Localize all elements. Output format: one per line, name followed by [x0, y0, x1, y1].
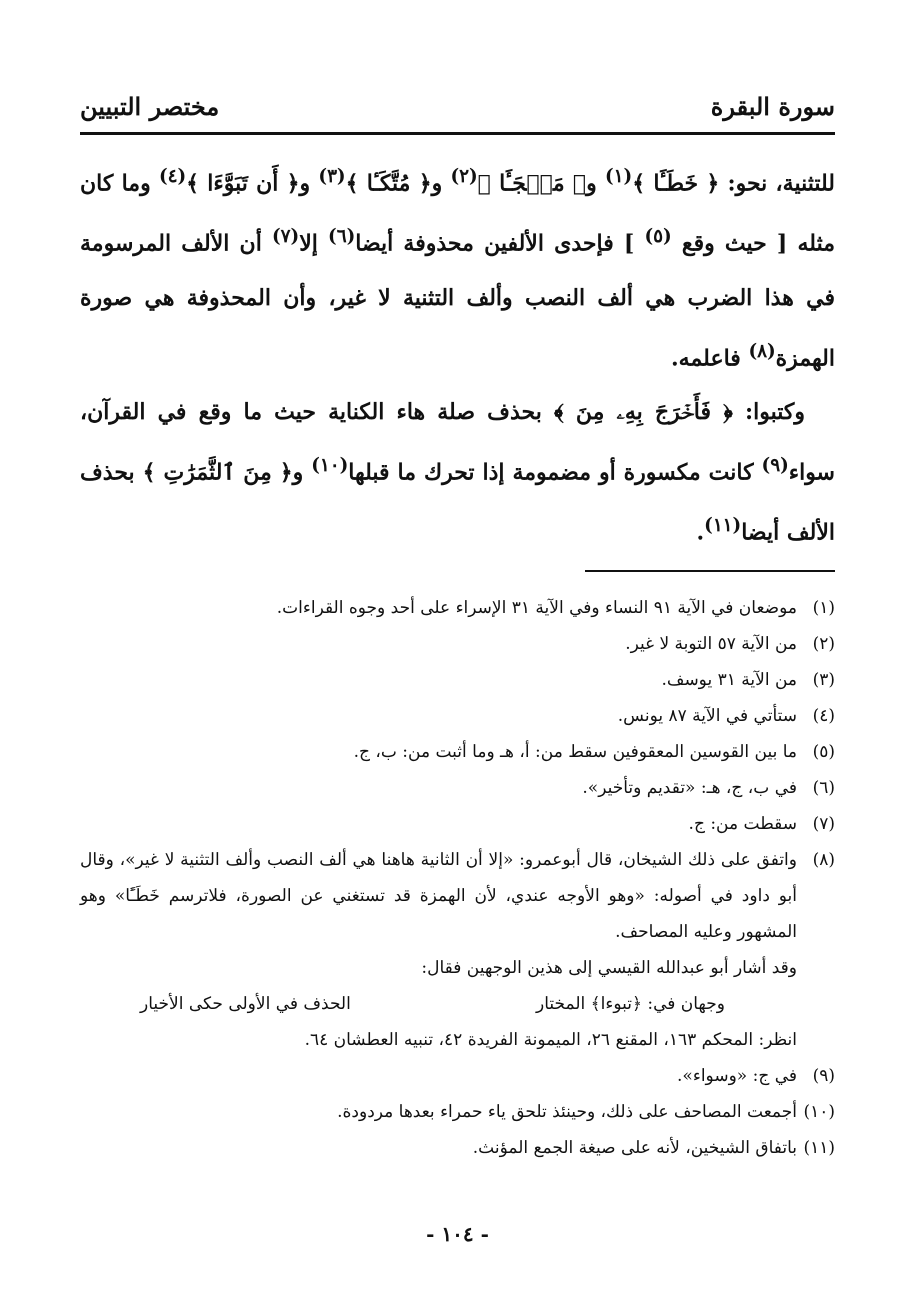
footnote-ref: (٥): [644, 226, 672, 248]
footnote-ref: (٦): [328, 226, 356, 248]
footnote-ref: (١١): [704, 515, 742, 537]
book-title: مختصر التبيين: [80, 91, 220, 121]
quran-word: ﴿ مَلۡجَـَٔا ﴾: [477, 170, 587, 197]
verse-first-hemistich: وجهان في: ﴿تبوءا﴾ المختار: [536, 994, 725, 1014]
footnote-item: [80, 1058, 835, 1094]
quran-word: ﴿ مِنَ ٱلثَّمَرَٰتِ ﴾: [142, 459, 293, 486]
footnote-text: أجمعت المصاحف على ذلك، وحينئذ تلحق ياء حمراء بعدها مردودة.: [337, 1102, 797, 1122]
footnote-text: من الآية ٥٧ التوبة لا غير.: [625, 634, 797, 654]
footnote-number: (١١): [803, 1138, 835, 1158]
footnote-number: (١٠): [803, 1102, 835, 1122]
text-run: و: [292, 459, 312, 486]
footnote-item: [80, 1130, 835, 1166]
footnote-text: باتفاق الشيخين، لأنه على صيغة الجمع المؤنث.: [472, 1138, 797, 1158]
text-run: بحذف صلة هاء الكناية حيث ما وقع في القرآن، سواء: [80, 398, 835, 486]
text-run: بحذف الألف أيضا: [80, 459, 835, 546]
footnote-text: سقطت من: ج.: [688, 814, 797, 834]
footnote-text: في ب، ج، هـ: «تقديم وتأخير».: [582, 778, 797, 798]
footnote-text: ستأتي في الآية ٨٧ يونس.: [617, 706, 797, 726]
footnote-ref: (١): [604, 166, 633, 187]
footnote-item: [80, 734, 835, 770]
footnote-text: من الآية ٣١ يوسف.: [661, 670, 797, 690]
footnote-number: (٢): [812, 634, 835, 654]
footnote-item: [80, 806, 835, 842]
main-text: [80, 150, 835, 560]
footnote-ref: (٨): [748, 340, 776, 362]
footnote-text: موضعان في الآية ٩١ النساء وفي الآية ٣١ الإسراء على أحد وجوه القراءات.: [276, 598, 797, 618]
paragraph-1: [80, 150, 835, 385]
quran-word: ﴿ أَن تَبَوَّءَا ﴾: [186, 170, 300, 197]
text-run: أن الألف المرسومة في هذا الضرب هي ألف النصب وألف التثنية لا غير، وأن المحذوفة هي صورة الهمزة: [80, 230, 835, 371]
text-run: للتثنية، نحو:: [719, 170, 835, 197]
text-run: ] فإحدى الألفين محذوفة أيضا: [355, 230, 645, 257]
footnote-ref: (٧): [271, 226, 300, 248]
footnote-continuation: وقد أشار أبو عبدالله القيسي إلى هذين الوجهين فقال:: [421, 958, 797, 978]
footnote-item: [80, 590, 835, 626]
footnote-ref: (٩): [761, 454, 789, 476]
text-run: كانت مكسورة أو مضمومة إذا تحرك ما قبلها: [348, 459, 762, 486]
footnote-item: [80, 1094, 835, 1130]
header-divider: [80, 132, 835, 135]
footnote-number: (٨): [812, 850, 835, 870]
text-run: وكتبوا:: [732, 398, 805, 425]
quran-word: ﴿ فَأَخۡرَجَ بِهِۦ مِنَ ﴾: [553, 398, 733, 425]
footnote-ref: (٣): [318, 166, 346, 187]
poetry-verse: [80, 986, 835, 1022]
footnote-number: (٦): [812, 778, 835, 798]
paragraph-2: [80, 385, 835, 560]
footnote-text: واتفق على ذلك الشيخان، قال أبوعمرو: «إلا أن الثانية هاهنا هي ألف النصب وألف التثنية لا غير»، وقال أبو داود في أصوله: «وهو الأوجه عندي، لأن الهمزة قد تستغني عن الصورة، فلاترسم خَطَـًٔا» وهو المشهور وعليه المصاحف.: [80, 850, 797, 942]
footnote-number: (٧): [812, 814, 835, 834]
footnote-item: [80, 770, 835, 806]
footnote-item: [80, 698, 835, 734]
footnote-item: [80, 662, 835, 698]
footnote-continuation: انظر: المحكم ١٦٣، المقنع ٢٦، الميمونة الفريدة ٤٢، تنبيه العطشان ٦٤.: [304, 1030, 797, 1050]
footnote-ref: (٢): [450, 166, 478, 187]
footnote-number: (٩): [812, 1066, 835, 1086]
text-run: و: [299, 170, 319, 197]
text-run: .: [696, 519, 705, 546]
footnote-number: (٣): [812, 670, 835, 690]
running-header: [80, 86, 835, 126]
quran-word: ﴿ مُتَّكَـٔا ﴾: [345, 170, 432, 197]
footnote-text: ما بين القوسين المعقوفين سقط من: أ، هـ وما أثبت من: ب، ج.: [353, 742, 797, 762]
footnote-number: (١): [812, 598, 835, 618]
text-run: و: [431, 170, 451, 197]
footnote-number: (٥): [812, 742, 835, 762]
page-number: - ١٠٤ -: [426, 1222, 489, 1246]
quran-word: ﴿ خَطَـَٔا ﴾: [632, 170, 720, 197]
text-run: إلا: [299, 230, 329, 257]
footnote-ref: (١٠): [311, 454, 349, 476]
text-run: وما كان مثله [ حيث وقع: [80, 170, 835, 257]
footnote-ref: (٤): [158, 166, 187, 187]
footnote-divider: [585, 570, 835, 572]
footnotes: [80, 590, 835, 1166]
footnote-item: [80, 842, 835, 950]
text-run: فاعلمه.: [670, 344, 749, 371]
verse-second-hemistich: الحذف في الأولى حكى الأخيار: [140, 994, 351, 1014]
text-run: و: [586, 170, 605, 197]
footnote-item: [80, 626, 835, 662]
footnote-text: في ج: «وسواء».: [677, 1066, 797, 1086]
surah-title: سورة البقرة: [710, 91, 835, 121]
footnote-number: (٤): [812, 706, 835, 726]
